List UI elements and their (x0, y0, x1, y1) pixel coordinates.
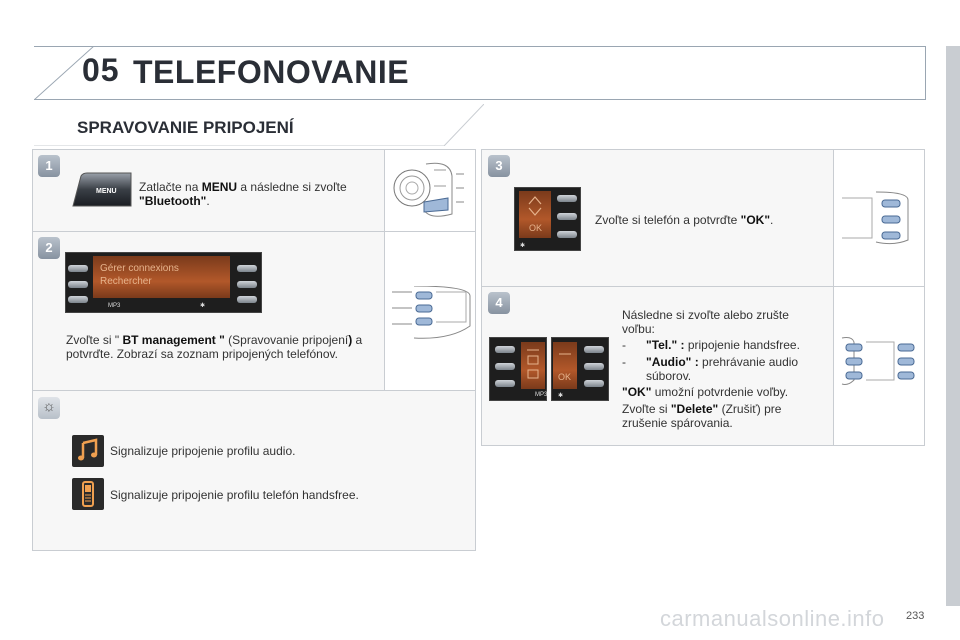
chevron-up-down-icon (525, 194, 545, 218)
step-1-badge: 1 (38, 155, 60, 177)
mobile-phone-icon (72, 478, 104, 510)
step-4-item-tel-text: "Tel." : pripojenie handsfree. (646, 338, 800, 352)
section-title: SPRAVOVANIE PRIPOJENÍ (77, 118, 294, 137)
button-panel-drawing-step2 (390, 286, 472, 342)
side-tab-bar (946, 46, 960, 606)
music-note-icon (72, 435, 104, 467)
menu-button-label: MENU (96, 188, 117, 195)
step-4-ok-text: "OK" umožní potvrdenie voľby. (622, 385, 789, 399)
step-3-badge: 3 (488, 155, 510, 177)
ok-line-icon (557, 350, 573, 366)
step-4-delete-text: Zvoľte si "Delete" (Zrušiť) pre zrušenie spárovania. (622, 402, 782, 430)
step-4-intro: Následne si zvoľte alebo zrušte voľbu: (622, 308, 789, 336)
bluetooth-icon: ✱ (200, 303, 206, 309)
lcd-menu-line-2: Rechercher (100, 276, 152, 287)
page-title: TELEFONOVANIE (133, 54, 410, 90)
step-3-text: Zvoľte si telefón a potvrďte "OK". (595, 213, 774, 227)
audio-profile-text: Signalizuje pripojenie profilu audio. (110, 444, 296, 458)
step-4-item-tel: - (622, 338, 626, 352)
mp3-label-step2: MP3 (108, 303, 121, 309)
chapter-number: 05 (82, 52, 120, 88)
step-4-item-audio: - (622, 355, 626, 369)
button-panel-drawing-step4 (838, 334, 922, 388)
step-2-badge: 2 (38, 237, 60, 259)
button-panel-drawing-step3 (838, 190, 922, 246)
page-number: 233 (906, 610, 925, 622)
step-4-item-audio-text: "Audio" : prehrávanie audio súborov. (646, 355, 799, 383)
step-4-badge: 4 (488, 292, 510, 314)
step-2-text: Zvoľte si " BT management " (Spravovanie pripojení) a potvrďte. Zobrazí sa zoznam pripojených telefónov. (66, 333, 363, 361)
control-knob-drawing (390, 156, 474, 226)
lcd-ok-step4: OK (558, 372, 572, 382)
lcd-menu-line-1: Gérer connexions (100, 263, 179, 274)
phone-profile-text: Signalizuje pripojenie profilu telefón handsfree. (110, 488, 359, 502)
bluetooth-icon: ✱ (558, 393, 564, 399)
lcd-ok-step3: OK (529, 223, 543, 233)
step-1-text: Zatlačte na MENU a následne si zvoľte "Bluetooth". (139, 180, 347, 208)
mp3-label-step4: MP3 (535, 392, 548, 398)
info-badge: ☼ (38, 397, 60, 419)
watermark: carmanualsonline.info (660, 606, 885, 631)
list-checkbox-icon (525, 346, 541, 386)
bluetooth-icon: ✱ (520, 243, 526, 249)
